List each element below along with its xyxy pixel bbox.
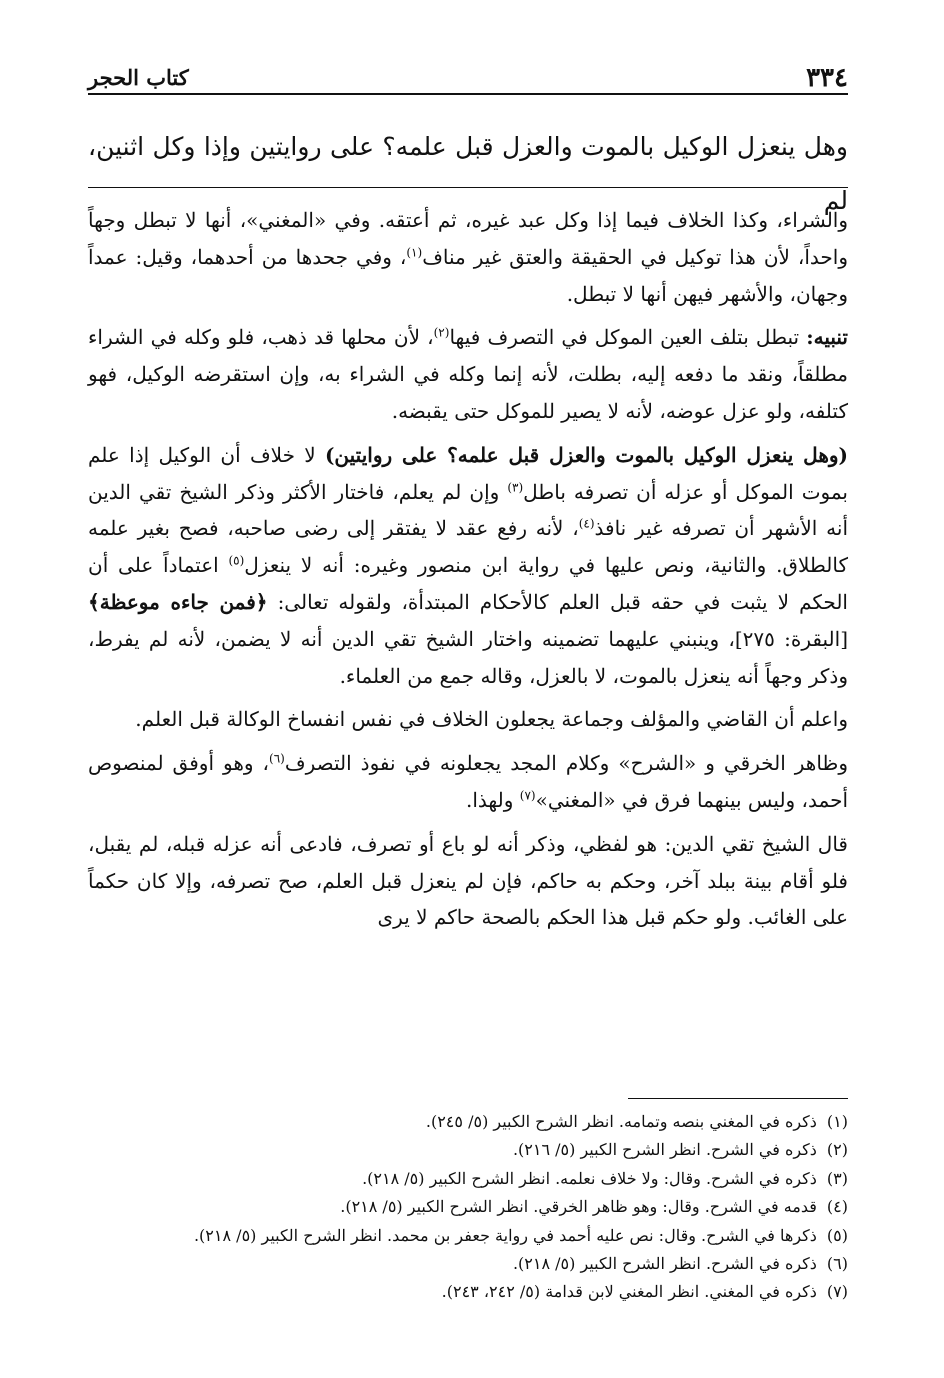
footnote-number: (٥) <box>826 1225 848 1245</box>
footnote-text: ذكره في المغني. انظر المغني لابن قدامة (٥/ ٢٤٢، ٢٤٣). <box>441 1282 817 1302</box>
footnote-ref[interactable]: (٣) <box>507 479 524 494</box>
footnote-ref[interactable]: (٥) <box>228 553 245 568</box>
footnote-ref[interactable]: (١) <box>406 245 423 260</box>
footnote-ref[interactable]: (٦) <box>269 751 285 766</box>
footnote-item <box>88 1222 848 1250</box>
footnote-item <box>88 1108 848 1136</box>
footnote-ref[interactable]: (٤) <box>578 516 595 531</box>
paragraph-6 <box>88 826 848 936</box>
footnote-text: ذكرها في الشرح. وقال: نص عليه أحمد في رواية جعفر بن محمد. انظر الشرح الكبير (٥/ ٢١٨). <box>193 1225 817 1245</box>
footnote-text: قدمه في الشرح. وقال: وهو ظاهر الخرقي. انظر الشرح الكبير (٥/ ٢١٨). <box>340 1197 817 1217</box>
paragraph-2 <box>88 319 848 429</box>
footnote-text: ذكره في الشرح. وقال: ولا خلاف نعلمه. انظر الشرح الكبير (٥/ ٢١٨). <box>362 1168 817 1188</box>
paragraph-text: وظاهر الخرقي و «الشرح» وكلام المجد يجعلونه في نفوذ التصرف <box>284 751 849 776</box>
paragraph-text: ، وينبني عليهما تضمينه واختار الشيخ تقي الدين أنه لا يضمن، لأنه لم يفرط، وذكر وجهاً أنه ينعزل بالموت، لا بالعزل، وقاله جمع من العلماء. <box>88 626 848 688</box>
paragraph-text: ، لأن محلها قد ذهب، فلو وكله في الشراء مطلقاً، ونقد ما دفعه إليه، بطلت، لأنه إنما وكله في الشراء به، وإن استقرضه الوكيل، فهو كتلفه، ولو عزل عوضه، لأنه لا يصير للموكل حتى يقبضه. <box>88 325 848 423</box>
footnote-text: ذكره في الشرح. انظر الشرح الكبير (٥/ ٢١٨). <box>512 1254 817 1274</box>
paragraph-text: والشراء، وكذا الخلاف فيما إذا وكل عبد غيره، ثم أعتقه. وفي «المغني»، أنها لا تبطل وجهاً واحداً، لأن هذا توكيل في الحقيقة والعتق غير مناف <box>88 208 848 269</box>
note-label: تنبيه: <box>806 325 848 350</box>
paragraph-4 <box>88 701 848 738</box>
footnote-item <box>88 1278 848 1306</box>
paragraph-text: ولهذا. <box>466 787 520 812</box>
footnote-text: ذكره في الشرح. انظر الشرح الكبير (٥/ ٢١٦). <box>512 1140 817 1160</box>
footnote-number: (٣) <box>826 1168 848 1188</box>
paragraph-text: واعلم أن القاضي والمؤلف وجماعة يجعلون الخلاف في نفس انفساخ الوكالة قبل العلم. <box>135 707 848 732</box>
footnote-ref[interactable]: (٢) <box>433 325 450 340</box>
paragraph-text: اعتماداً على أن الحكم لا يثبت في حقه قبل العلم كالأحكام المبتدأة، ولقوله تعالى: <box>88 553 848 614</box>
footnote-number: (٦) <box>826 1254 848 1274</box>
matn-rule <box>88 187 848 188</box>
footnote-number: (٢) <box>826 1140 848 1160</box>
book-title: كتاب الحجر <box>88 65 189 90</box>
paragraph-5 <box>88 745 848 819</box>
paragraph-text: ، وهو أوفق لمنصوص أحمد، وليس بينهما فرق في «المغني» <box>88 751 848 812</box>
footnote-ref[interactable]: (٧) <box>519 788 536 803</box>
footnotes-list <box>88 1108 848 1307</box>
quran-verse: ﴿فمن جاءه موعظة﴾ <box>88 589 268 614</box>
paragraph-text: ، لأنه رفع عقد لا يفتقر إلى رضى صاحبه، فصح بغير علمه كالطلاق. والثانية، ونص عليها في رواية ابن منصور وغيره: أنه لا ينعزل <box>88 516 848 578</box>
paragraph-1 <box>88 202 848 312</box>
footnote-number: (١) <box>826 1112 848 1131</box>
page-number: ٣٣٤ <box>806 63 848 93</box>
footnote-item <box>88 1193 848 1221</box>
paragraph-3 <box>88 437 848 695</box>
commentary-body <box>88 202 848 943</box>
footnote-number: (٧) <box>826 1282 848 1302</box>
matn-text: وهل ينعزل الوكيل بالموت والعزل قبل علمه؟ على روايتين وإذا وكل اثنين، لم <box>88 132 848 215</box>
footnote-text: ذكره في المغني بنصه وتمامه. انظر الشرح الكبير (٥/ ٢٤٥). <box>425 1112 817 1131</box>
paragraph-text: تبطل بتلف العين الموكل في التصرف فيها <box>449 325 807 350</box>
verse-reference: [البقرة: ٢٧٥] <box>734 626 848 651</box>
paragraph-text: قال الشيخ تقي الدين: هو لفظي، وذكر أنه لو باع أو تصرف، فادعى أنه عزله قبله، لم يقبل، فلو أقام بينة ببلد آخر، وحكم به حاكم، فإن لم ينعزل قبل العلم، صح تصرفه، وإلا كان حكماً على الغائب. ولو حكم قبل هذا الحكم بالصحة حاكم لا يرى <box>88 831 848 930</box>
footnote-item <box>88 1165 848 1193</box>
footnote-number: (٤) <box>826 1197 848 1217</box>
matn-quote: (وهل ينعزل الوكيل بالموت والعزل قبل علمه؟ على روايتين) <box>324 442 848 467</box>
paragraph-text: وإن لم يعلم، فاختار الأكثر وذكر الشيخ تقي الدين أنه الأشهر أن تصرفه غير نافذ <box>88 479 848 541</box>
running-header <box>88 58 848 98</box>
paragraph-text: لا خلاف أن الوكيل إذا علم بموت الموكل أو عزله أن تصرفه باطل <box>88 442 848 504</box>
footnote-item <box>88 1136 848 1164</box>
footnote-rule <box>628 1098 848 1099</box>
paragraph-text: ، وفي جحدها من أحدهما، وقيل: عمداً وجهان، والأشهر فيهن أنها لا تبطل. <box>88 244 848 306</box>
footnote-item <box>88 1250 848 1278</box>
header-rule <box>88 93 848 95</box>
